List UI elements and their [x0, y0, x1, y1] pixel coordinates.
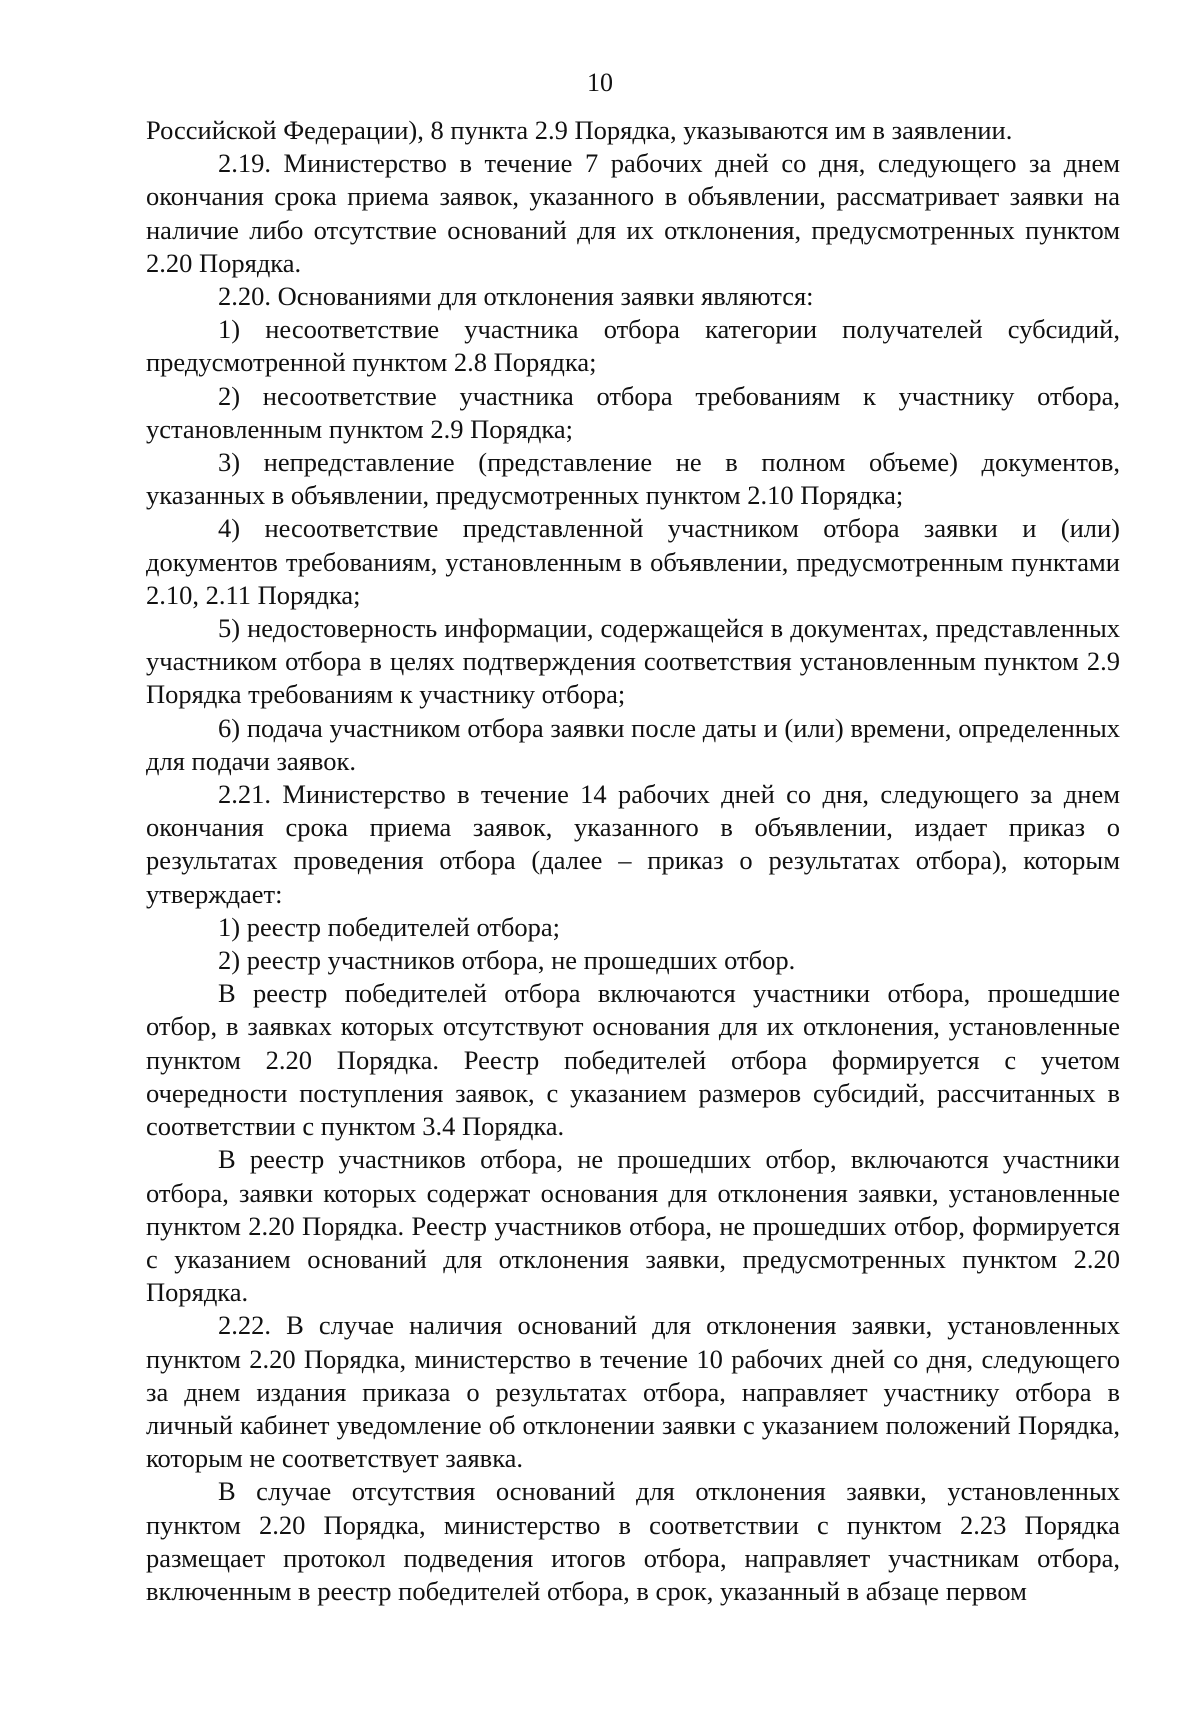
list-item-reason-6: 6) подача участником отбора заявки после даты и (или) времени, определенных для подачи заявок.: [146, 712, 1120, 776]
paragraph-2-22: 2.22. В случае наличия оснований для отклонения заявки, установленных пунктом 2.20 Порядка, министерство в течение 10 рабочих дней со дня, следующего за днем издания приказа о результатах отбора, направляет участнику отбора в личный кабинет уведомление об отклонении заявки с указанием положений Порядка, которым не соответствует заявка.: [146, 1310, 1120, 1474]
page-number: 10: [587, 68, 613, 97]
paragraph-2-21: 2.21. Министерство в течение 14 рабочих дней со дня, следующего за днем окончания срока приема заявок, указанного в объявлении, издает приказ о результатах проведения отбора (далее – приказ о результатах отбора), которым утверждает:: [146, 779, 1120, 909]
paragraph-2-19: 2.19. Министерство в течение 7 рабочих дней со дня, следующего за днем окончания срока приема заявок, указанного в объявлении, рассматривает заявки на наличие либо отсутствие оснований для их отклонения, предусмотренных пунктом 2.20 Порядка.: [146, 148, 1120, 278]
list-item-registry-2: 2) реестр участников отбора, не прошедших отбор.: [218, 945, 796, 976]
paragraph-continuation: Российской Федерации), 8 пункта 2.9 Порядка, указываются им в заявлении.: [146, 115, 1013, 145]
paragraph-2-20: 2.20. Основаниями для отклонения заявки являются:: [218, 281, 814, 312]
list-item-reason-1: 1) несоответствие участника отбора категории получателей субсидий, предусмотренной пунктом 2.8 Порядка;: [146, 314, 1120, 378]
paragraph-no-rejection: В случае отсутствия оснований для отклонения заявки, установленных пунктом 2.20 Порядка, министерство в соответствии с пунктом 2.23 Порядка размещает протокол подведения итогов отбора, направляет участникам отбора, включенным в реестр победителей отбора, в срок, указанный в абзаце первом: [146, 1476, 1120, 1606]
document-body: [146, 114, 1120, 1608]
list-item-reason-2: 2) несоответствие участника отбора требованиям к участнику отбора, установленным пунктом 2.9 Порядка;: [146, 380, 1120, 444]
paragraph-winners-registry: В реестр победителей отбора включаются участники отбора, прошедшие отбор, в заявках которых отсутствуют основания для их отклонения, установленные пунктом 2.20 Порядка. Реестр победителей отбора формируется с учетом очередности поступления заявок, с указанием размеров субсидий, рассчитанных в соответствии с пунктом 3.4 Порядка.: [146, 978, 1120, 1142]
list-item-reason-3: 3) непредставление (представление не в полном объеме) документов, указанных в объявлении, предусмотренных пунктом 2.10 Порядка;: [146, 447, 1120, 511]
list-item-registry-1: 1) реестр победителей отбора;: [218, 911, 561, 942]
list-item-reason-4: 4) несоответствие представленной участником отбора заявки и (или) документов требованиям, установленным в объявлении, предусмотренным пунктами 2.10, 2.11 Порядка;: [146, 513, 1120, 610]
paragraph-rejected-registry: В реестр участников отбора, не прошедших отбор, включаются участники отбора, заявки которых содержат основания для отклонения заявки, установленные пунктом 2.20 Порядка. Реестр участников отбора, не прошедших отбор, формируется с указанием оснований для отклонения заявки, предусмотренных пунктом 2.20 Порядка.: [146, 1144, 1120, 1308]
list-item-reason-5: 5) недостоверность информации, содержащейся в документах, представленных участником отбора в целях подтверждения соответствия установленным пунктом 2.9 Порядка требованиям к участнику отбора;: [146, 613, 1120, 710]
